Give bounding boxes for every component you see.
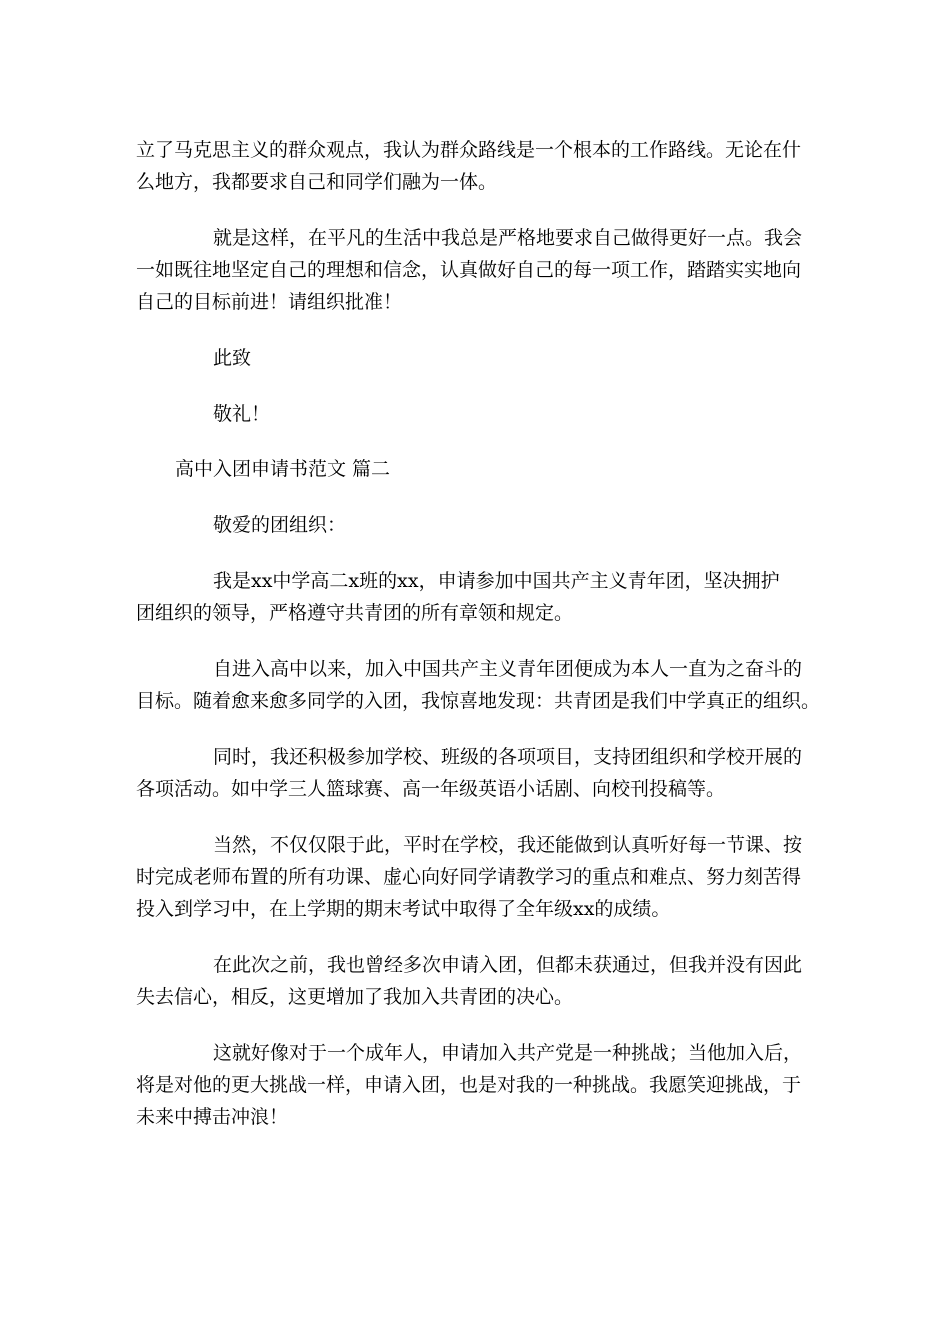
- text-line: 当然，不仅仅限于此，平时在学校，我还能做到认真听好每一节课、按: [213, 834, 803, 856]
- text-line: 在此次之前，我也曾经多次申请入团，但都未获通过，但我并没有因此: [213, 954, 803, 976]
- text-line: 自进入高中以来，加入中国共产主义青年团便成为本人一直为之奋斗的: [213, 658, 803, 680]
- text-line: 失去信心，相反，这更增加了我加入共青团的决心。: [136, 986, 574, 1008]
- text-line: 立了马克思主义的群众观点，我认为群众路线是一个根本的工作路线。无论在什: [136, 139, 802, 161]
- text-line: 目标。随着愈来愈多同学的入团，我惊喜地发现：共青团是我们中学真正的组织。: [136, 690, 821, 712]
- text-line: 各项活动。如中学三人篮球赛、高一年级英语小话剧、向校刊投稿等。: [136, 778, 726, 800]
- text-line: 就是这样，在平凡的生活中我总是严格地要求自己做得更好一点。我会: [213, 227, 803, 249]
- text-line: 未来中搏击冲浪！: [136, 1106, 289, 1128]
- text-line: 我是xx中学高二x班的xx，申请参加中国共产主义青年团，坚决拥护: [213, 570, 780, 592]
- closing-regards: 敬礼！: [213, 403, 271, 425]
- text-line: 团组织的领导，严格遵守共青团的所有章领和规定。: [136, 602, 574, 624]
- text-line: 自己的目标前进！请组织批准！: [136, 291, 403, 313]
- closing-salutation: 此致: [213, 347, 252, 369]
- text-line: 么地方，我都要求自己和同学们融为一体。: [136, 171, 498, 193]
- text-line: 一如既往地坚定自己的理想和信念，认真做好自己的每一项工作，踏踏实实地向: [136, 259, 802, 281]
- text-line: 投入到学习中，在上学期的期末考试中取得了全年级xx的成绩。: [136, 898, 671, 920]
- text-line: 这就好像对于一个成年人，申请加入共产党是一种挑战；当他加入后，: [213, 1042, 803, 1064]
- text-line: 时完成老师布置的所有功课、虚心向好同学请教学习的重点和难点、努力刻苦得: [136, 866, 802, 888]
- greeting: 敬爱的团组织：: [213, 514, 347, 536]
- text-line: 同时，我还积极参加学校、班级的各项项目，支持团组织和学校开展的: [213, 746, 803, 768]
- section-heading: 高中入团申请书范文 篇二: [175, 458, 391, 480]
- text-line: 将是对他的更大挑战一样，申请入团，也是对我的一种挑战。我愿笑迎挑战，于: [136, 1074, 802, 1096]
